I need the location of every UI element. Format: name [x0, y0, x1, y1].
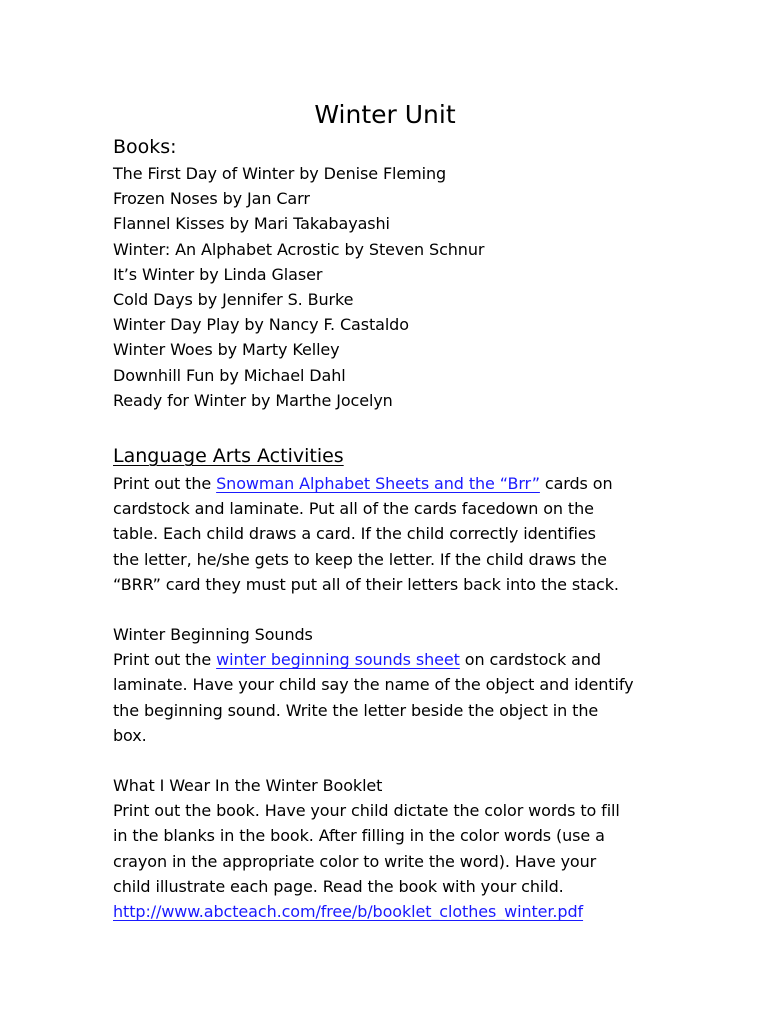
book-item: The First Day of Winter by Denise Fleming [113, 164, 447, 183]
activity-line: Print out the book. Have your child dictate the color words to fill [113, 801, 620, 821]
book-item: Ready for Winter by Marthe Jocelyn [113, 390, 393, 410]
book-item: Frozen Noses by Jan Carr [113, 189, 310, 209]
activity-line [113, 647, 673, 672]
activity-winter-booklet [113, 773, 673, 924]
activity-line: crayon in the appropriate color to write the word). Have your [113, 851, 597, 871]
book-item: Downhill Fun by Michael Dahl [113, 365, 346, 385]
book-item: Winter Woes by Marty Kelley [113, 340, 340, 360]
line-text: cards on [539, 474, 613, 493]
book-item: Winter: An Alphabet Acrostic by Steven Schnur [113, 239, 485, 259]
booklet-url-link[interactable]: http://www.abcteach.com/free/b/booklet_clothes_winter.pdf [113, 902, 584, 922]
line-text: Print out the [113, 650, 217, 670]
activity-line: the letter, he/she gets to keep the letter. If the child draws the [113, 549, 607, 569]
books-list [113, 161, 673, 413]
activity-title: What I Wear In the Winter Booklet [113, 776, 383, 795]
line-text: on cardstock and [459, 650, 601, 670]
page-title: Winter Unit [314, 100, 456, 129]
activity-line: box. [113, 725, 147, 745]
activity-line: child illustrate each page. Read the book with your child. [113, 876, 564, 896]
activity-winter-beginning-sounds [113, 622, 673, 748]
activity-title: Winter Beginning Sounds [113, 625, 313, 644]
snowman-alphabet-link[interactable]: Snowman Alphabet Sheets and the “Brr” [216, 474, 540, 493]
activity-line: table. Each child draws a card. If the child correctly identifies [113, 524, 596, 544]
book-item: Cold Days by Jennifer S. Burke [113, 290, 354, 310]
activity-line [113, 471, 673, 496]
book-item: It’s Winter by Linda Glaser [113, 264, 323, 284]
activity-line: laminate. Have your child say the name of the object and identify [113, 675, 634, 695]
language-arts-heading: Language Arts Activities [113, 445, 344, 467]
activity-line: cardstock and laminate. Put all of the cards facedown on the [113, 499, 594, 519]
books-heading: Books: [113, 136, 177, 158]
activity-snowman-alphabet [113, 471, 673, 597]
line-text: Print out the [113, 474, 217, 493]
activity-line: in the blanks in the book. After filling in the color words (use a [113, 826, 605, 846]
book-item: Winter Day Play by Nancy F. Castaldo [113, 315, 409, 335]
activity-line: the beginning sound. Write the letter beside the object in the [113, 700, 599, 720]
winter-beginning-sounds-link[interactable]: winter beginning sounds sheet [216, 650, 460, 670]
activity-line: “BRR” card they must put all of their letters back into the stack. [113, 574, 619, 594]
book-item: Flannel Kisses by Mari Takabayashi [113, 214, 390, 234]
